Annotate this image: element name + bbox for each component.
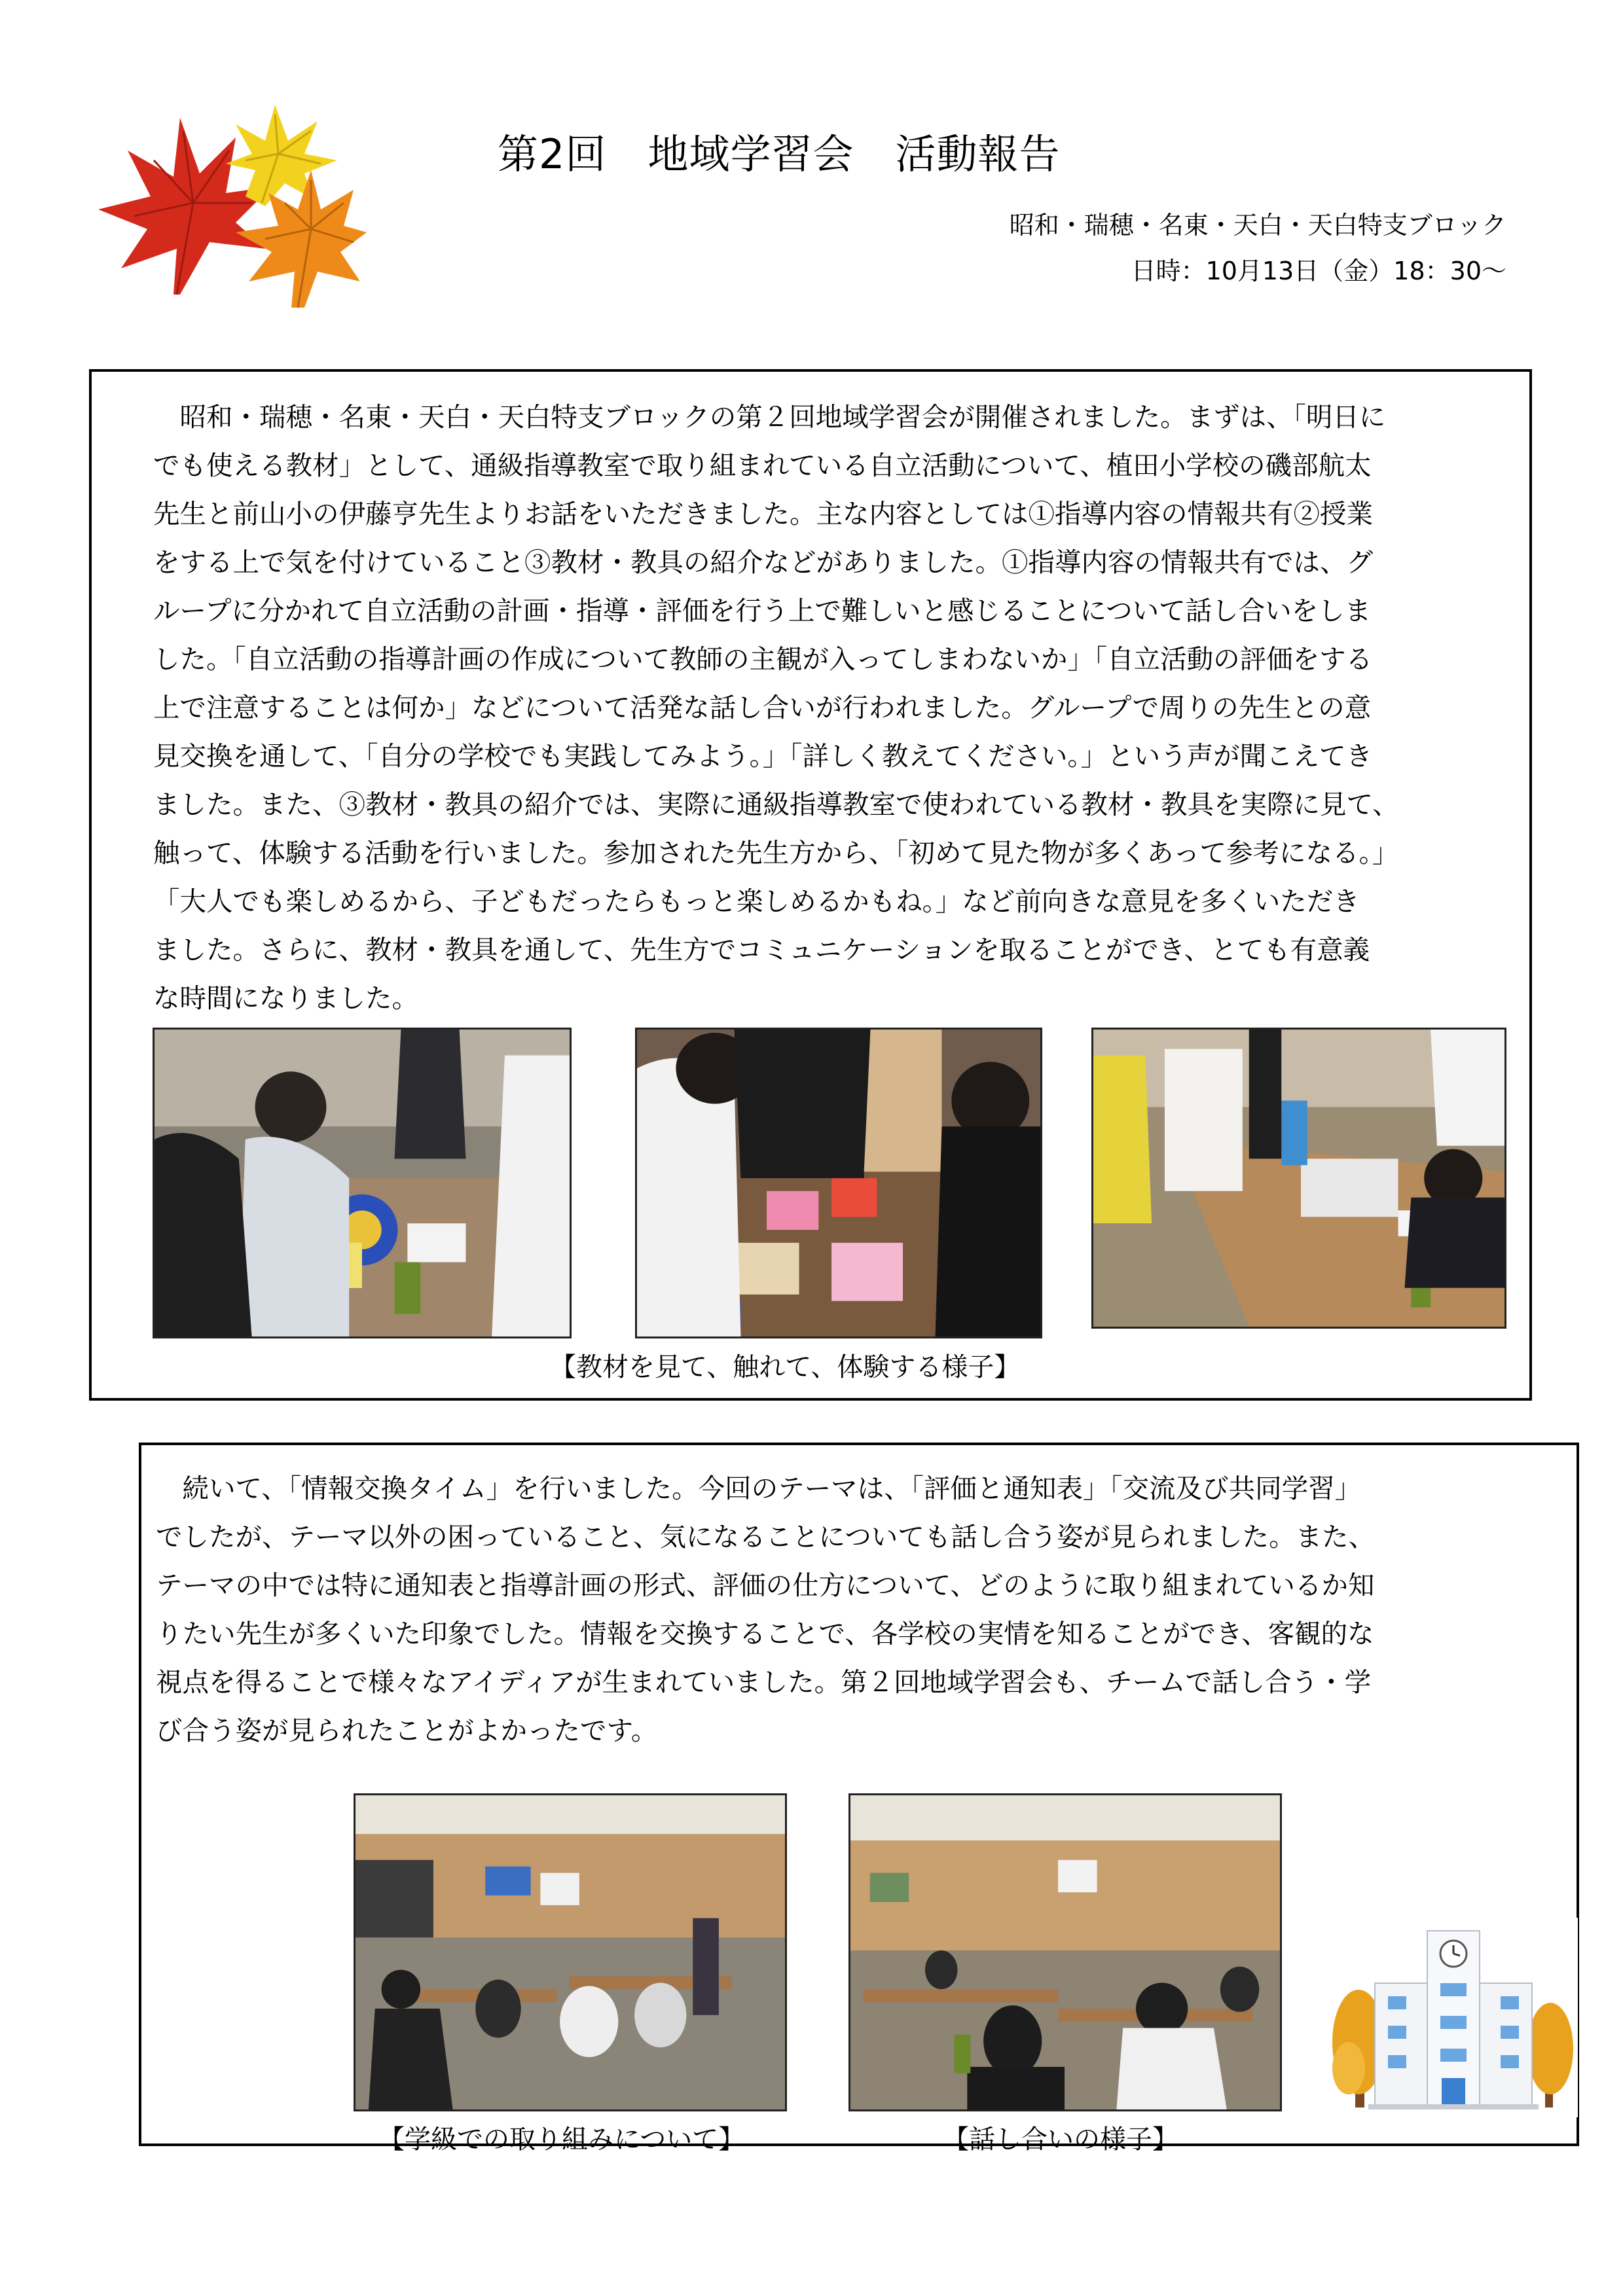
text-line: 先生と前山小の伊藤亨先生よりお話をいただきました。主な内容としては①指導内容の情報共有②授業	[153, 498, 1373, 529]
text-line: ました。さらに、教材・教具を通して、先生方でコミュニケーションを取ることができ、とても有意義	[153, 934, 1370, 965]
photo-caption-materials: 【教材を見て、触れて、体験する様子】	[550, 1352, 1021, 1382]
text-line: 視点を得ることで様々なアイディアが生まれていました。第２回地域学習会も、チームで話し合う・学	[156, 1666, 1372, 1698]
section-2-text	[156, 1464, 1525, 1755]
photo-teaching-materials-1	[153, 1028, 572, 1338]
text-line: ました。また、③教材・教具の紹介では、実際に通級指導教室で使われている教材・教具を実際に見て、	[153, 789, 1399, 820]
text-line: でしたが、テーマ以外の困っていること、気になることについても話し合う姿が見られました。また、	[156, 1521, 1376, 1552]
photo-discussion	[848, 1793, 1282, 2111]
text-line: テーマの中では特に通知表と指導計画の形式、評価の仕方について、どのように取り組まれているか知	[156, 1570, 1375, 1601]
text-line: 見交換を通して、「自分の学校でも実践してみよう。」「詳しく教えてください。」という声が聞こえてき	[153, 740, 1373, 772]
text-line: 昭和・瑞穂・名東・天白・天白特支ブロックの第２回地域学習会が開催されました。まずは、「明日に	[153, 401, 1386, 433]
photo-caption-discussion: 【話し合いの様子】	[943, 2125, 1178, 2155]
photo-class-efforts	[354, 1793, 787, 2111]
section-1-text	[153, 393, 1510, 1022]
photo-teaching-materials-2	[635, 1028, 1042, 1338]
text-line: 「大人でも楽しめるから、子どもだったらもっと楽しめるかもね。」など前向きな意見を多くいただき	[153, 886, 1360, 917]
text-line: 続いて、「情報交換タイム」を行いました。今回のテーマは、「評価と通知表」「交流及び共同学習」	[156, 1473, 1362, 1504]
photo-caption-class-efforts: 【学級での取り組みについて】	[378, 2125, 745, 2155]
red-maple-leaf-icon	[98, 118, 272, 295]
block-name: 昭和・瑞穂・名東・天白・天白特支ブロック	[1009, 211, 1506, 240]
text-line: ループに分かれて自立活動の計画・指導・評価を行う上で難しいと感じることについて話し合いをしま	[153, 595, 1372, 626]
text-line: でも使える教材」として、通級指導教室で取り組まれている自立活動について、植田小学校の磯部航太	[153, 450, 1372, 481]
event-datetime: 日時：10月13日（金）18：30～	[1131, 257, 1506, 285]
text-line: した。「自立活動の指導計画の作成について教師の主観が入ってしまわないか」「自立活動の評価をする	[153, 643, 1373, 675]
text-line: 触って、体験する活動を行いました。参加された先生方から、「初めて見た物が多くあって参考になる。」	[153, 837, 1399, 869]
text-line: りたい先生が多くいた印象でした。情報を交換することで、各学校の実情を知ることができ、客観的な	[156, 1618, 1374, 1649]
text-line: な時間になりました。	[153, 982, 418, 1014]
text-line: 上で注意することは何か」などについて活発な話し合いが行われました。グループで周りの先生との意	[153, 692, 1372, 723]
text-line: び合う姿が見られたことがよかったです。	[156, 1715, 658, 1746]
text-line: をする上で気を付けていること③教材・教具の紹介などがありました。①指導内容の情報共有では、グ	[153, 547, 1373, 578]
school-building-illustration	[1329, 1918, 1578, 2117]
photo-teaching-materials-3	[1091, 1028, 1506, 1329]
page-title: 第2回 地域学習会 活動報告	[498, 130, 1061, 178]
autumn-leaves-illustration	[95, 98, 367, 314]
